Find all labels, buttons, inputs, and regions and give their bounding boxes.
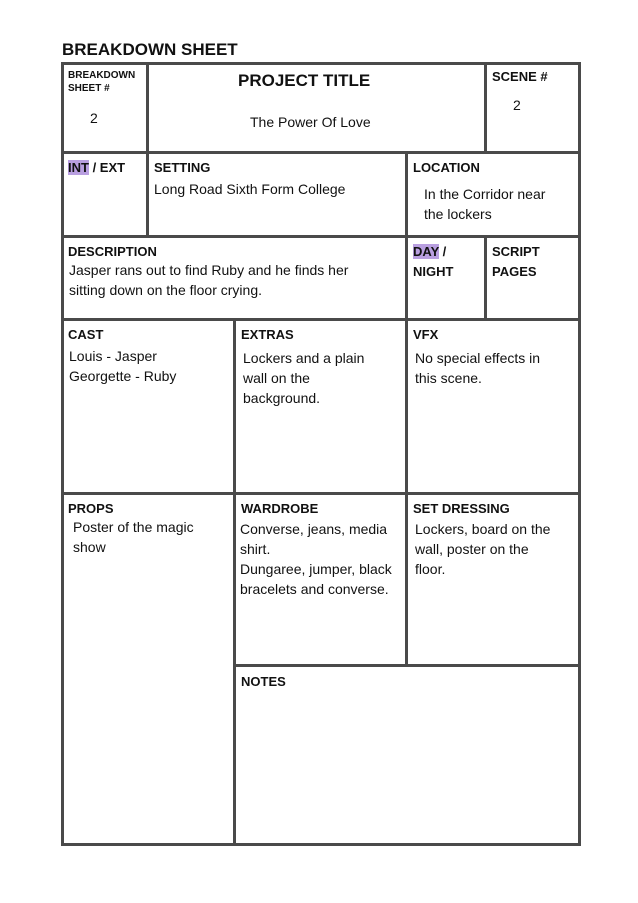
script-pages-line: PAGES xyxy=(492,264,537,279)
vfx-line: No special effects in xyxy=(415,350,541,366)
set-dressing-label: SET DRESSING xyxy=(413,501,510,516)
col-divider xyxy=(233,318,236,843)
col-divider xyxy=(146,151,149,238)
col-divider xyxy=(146,62,149,154)
scene-number[interactable]: 2 xyxy=(513,97,521,113)
location-value[interactable] xyxy=(424,184,545,224)
cast-line: Georgette - Ruby xyxy=(69,368,177,384)
scene-label: SCENE # xyxy=(492,69,548,84)
extras-label: EXTRAS xyxy=(241,327,294,342)
col-divider xyxy=(405,151,408,238)
breakdown-sheet-label xyxy=(68,69,135,95)
cast-line: Louis - Jasper xyxy=(69,348,157,364)
location-line: In the Corridor near xyxy=(424,186,546,202)
description-line: sitting down on the floor crying. xyxy=(69,282,262,298)
location-line: the lockers xyxy=(424,206,492,222)
row-divider xyxy=(61,492,578,495)
wardrobe-line: bracelets and converse. xyxy=(240,581,389,597)
props-value[interactable] xyxy=(73,517,194,557)
page-title: BREAKDOWN SHEET xyxy=(62,40,238,59)
day-night-separator: / xyxy=(439,244,447,259)
notes-field[interactable] xyxy=(240,694,570,834)
script-pages-line: SCRIPT xyxy=(492,244,540,259)
notes-label: NOTES xyxy=(241,674,286,689)
props-line: show xyxy=(73,539,106,555)
breakdown-sheet-label-line2: SHEET # xyxy=(68,83,110,94)
breakdown-sheet-label-line1: BREAKDOWN xyxy=(68,70,136,81)
int-option[interactable]: INT xyxy=(68,160,89,175)
extras-line: background. xyxy=(243,390,321,406)
extras-line: Lockers and a plain xyxy=(243,350,365,366)
description-label: DESCRIPTION xyxy=(68,244,157,259)
extras-value[interactable] xyxy=(243,348,364,408)
col-divider xyxy=(405,318,408,667)
props-line: Poster of the magic xyxy=(73,519,194,535)
vfx-value[interactable] xyxy=(415,348,540,388)
extras-line: wall on the xyxy=(243,370,310,386)
cast-value[interactable] xyxy=(69,346,176,386)
setting-value[interactable]: Long Road Sixth Form College xyxy=(154,181,346,197)
row-divider xyxy=(61,318,578,321)
wardrobe-line: Converse, jeans, media xyxy=(240,521,388,537)
description-line: Jasper rans out to find Ruby and he finds her xyxy=(69,262,349,278)
set-dressing-value[interactable] xyxy=(415,519,550,579)
day-night-field[interactable] xyxy=(413,242,453,282)
night-option[interactable]: NIGHT xyxy=(413,264,454,279)
script-pages-label xyxy=(492,242,540,282)
col-divider xyxy=(484,235,487,321)
project-title-label: PROJECT TITLE xyxy=(238,71,371,90)
row-divider xyxy=(61,235,578,238)
project-title-value[interactable]: The Power Of Love xyxy=(250,114,371,130)
day-option[interactable]: DAY xyxy=(413,244,440,259)
set-dressing-line: Lockers, board on the xyxy=(415,521,551,537)
wardrobe-value[interactable] xyxy=(240,519,392,599)
props-label: PROPS xyxy=(68,501,114,516)
set-dressing-line: wall, poster on the xyxy=(415,541,529,557)
wardrobe-line: shirt. xyxy=(240,541,271,557)
row-divider xyxy=(61,151,578,154)
breakdown-sheet-number[interactable]: 2 xyxy=(90,110,98,126)
int-ext-separator: / xyxy=(88,160,100,175)
location-label: LOCATION xyxy=(413,160,480,175)
set-dressing-line: floor. xyxy=(415,561,446,577)
wardrobe-line: Dungaree, jumper, black xyxy=(240,561,392,577)
description-value[interactable] xyxy=(69,260,348,300)
vfx-line: this scene. xyxy=(415,370,482,386)
col-divider xyxy=(484,62,487,154)
setting-label: SETTING xyxy=(154,160,211,175)
wardrobe-label: WARDROBE xyxy=(241,501,319,516)
col-divider xyxy=(405,235,408,321)
vfx-label: VFX xyxy=(413,327,439,342)
int-ext-field[interactable] xyxy=(68,158,125,178)
cast-label: CAST xyxy=(68,327,104,342)
ext-option[interactable]: EXT xyxy=(99,160,126,175)
